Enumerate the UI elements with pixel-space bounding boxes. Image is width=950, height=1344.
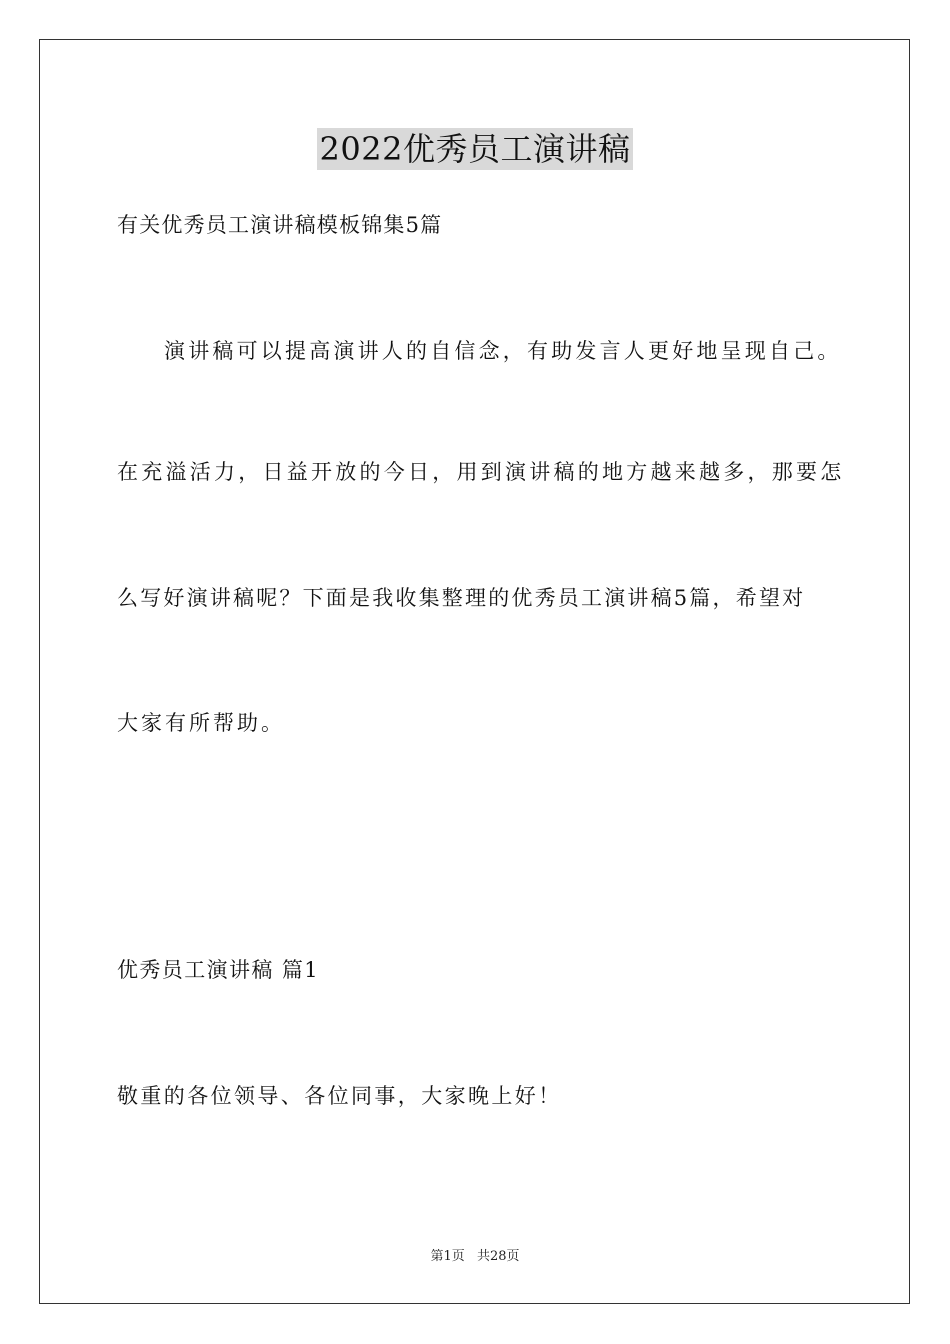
section-heading: 优秀员工演讲稿 篇1 [117,958,320,982]
page-number: 第1页 [430,1249,465,1264]
greeting-text: 敬重的各位领导、各位同事，大家晚上好！ [117,1084,562,1108]
paragraph-line: 么写好演讲稿呢？下面是我收集整理的优秀员工演讲稿5篇，希望对 [117,586,806,610]
total-pages: 共28页 [476,1249,520,1264]
paragraph-line: 演讲稿可以提高演讲人的自信念，有助发言人更好地呈现自己。 [164,339,842,363]
paragraph-line: 在充溢活力，日益开放的今日，用到演讲稿的地方越来越多，那要怎 [117,460,845,484]
paragraph-line: 大家有所帮助。 [117,711,285,735]
document-title: 2022优秀员工演讲稿 [317,128,634,170]
page-footer [0,1248,950,1266]
document-subtitle: 有关优秀员工演讲稿模板锦集5篇 [117,213,443,237]
title-container [0,128,950,170]
